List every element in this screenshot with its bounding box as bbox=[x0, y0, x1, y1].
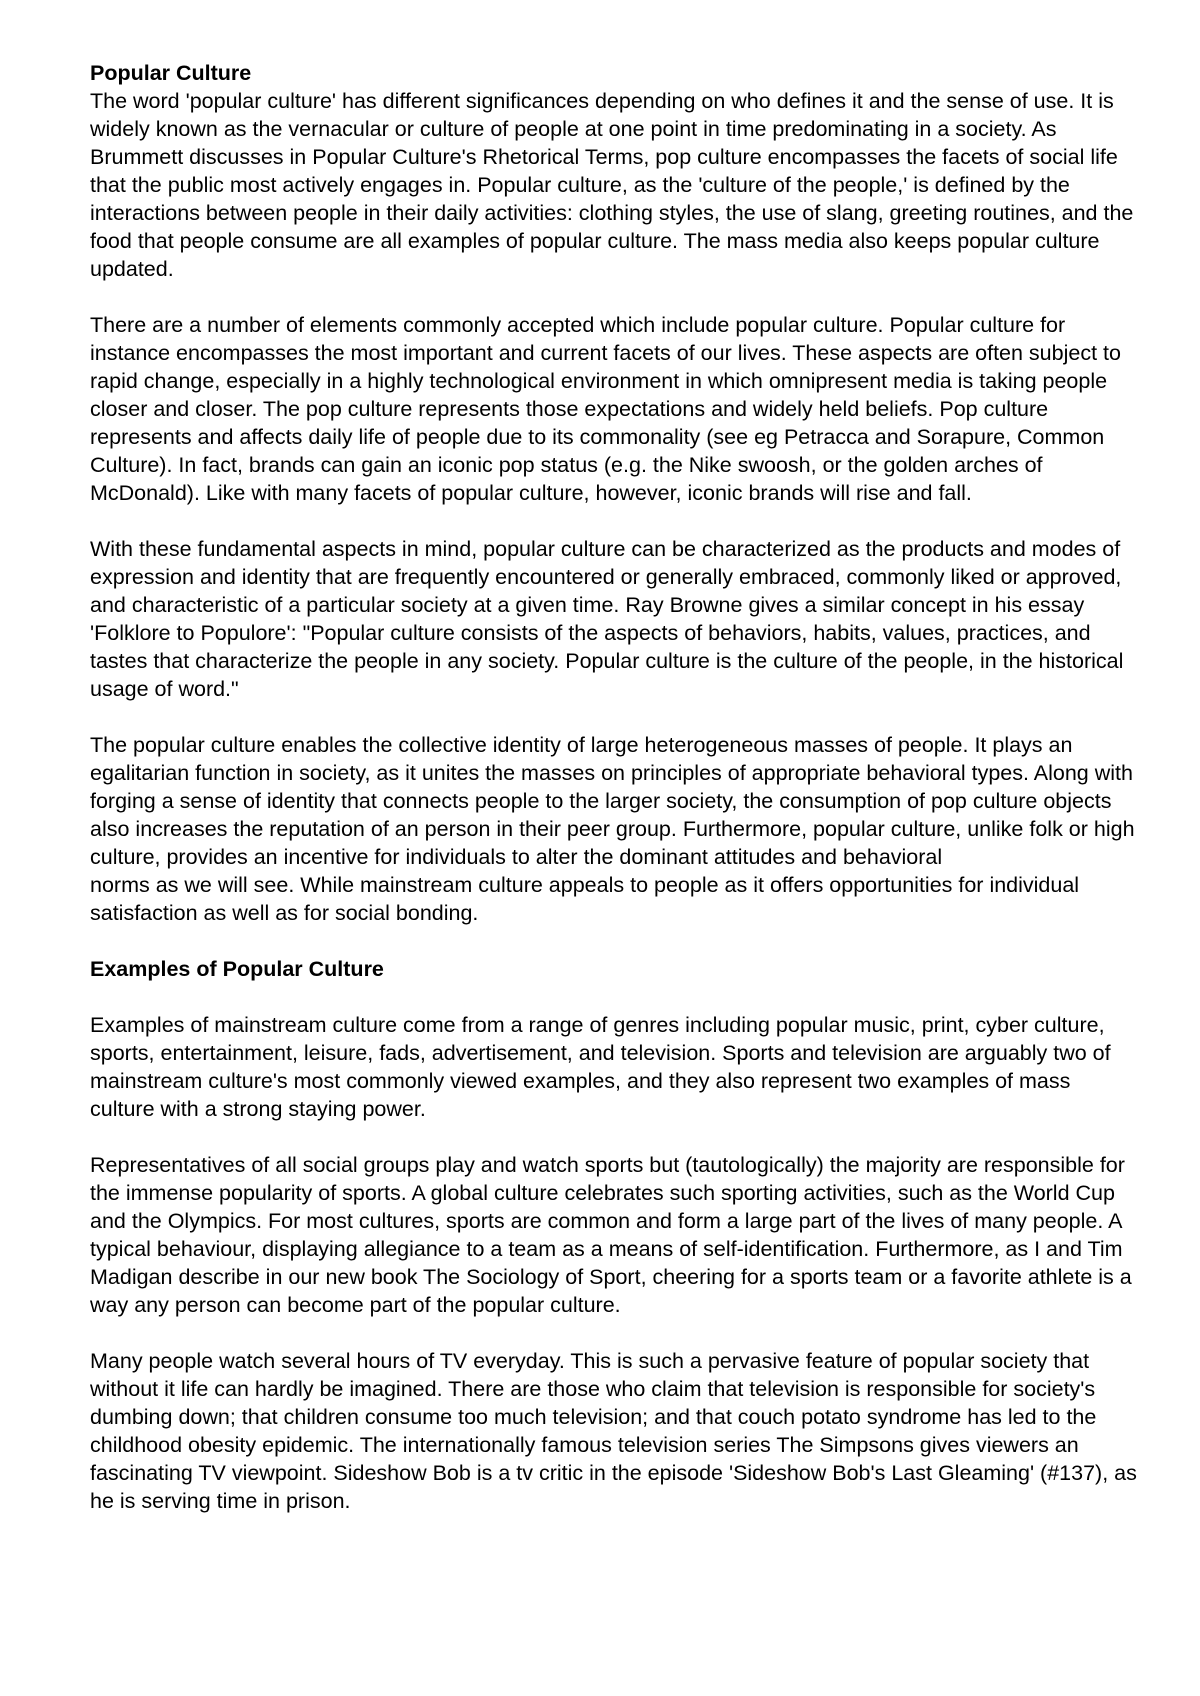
section-heading-examples: Examples of Popular Culture bbox=[90, 957, 384, 981]
paragraph-sports: Representatives of all social groups play and watch sports but (tautologically) the majority are responsible for the immense popularity of sports. A global culture celebrates such sporting activities, such as the World Cup and the Olympics. For most cultures, sports are common and form a large part of the lives of many people. A typical behaviour, displaying allegiance to a team as a means of self-identification. Furthermore, as I and Tim Madigan describe in our new book The Sociology of Sport, cheering for a sports team or a favorite athlete is a way any person can become part of the popular culture. bbox=[90, 1153, 1132, 1317]
paragraph-television: Many people watch several hours of TV everyday. This is such a pervasive feature of popular society that without it life can hardly be imagined. There are those who claim that television is responsible for society's dumbing down; that children consume too much television; and that couch potato syndrome has led to the childhood obesity epidemic. The internationally famous television series The Simpsons gives viewers an fascinating TV viewpoint. Sideshow Bob is a tv critic in the episode 'Sideshow Bob's Last Gleaming' (#137), as he is serving time in prison. bbox=[90, 1349, 1137, 1513]
paragraph-collective-identity-continued: norms as we will see. While mainstream culture appeals to people as it offers opportunities for individual satisfaction as well as for social bonding. bbox=[90, 873, 1080, 925]
document-title: Popular Culture bbox=[90, 61, 252, 85]
paragraph-examples-genres: Examples of mainstream culture come from a range of genres including popular music, print, cyber culture, sports, entertainment, leisure, fads, advertisement, and television. Sports and television are arguably two of mainstream culture's most commonly viewed examples, and they also represent two examples of mass culture with a strong staying power. bbox=[90, 1013, 1111, 1121]
document-page bbox=[90, 59, 1140, 1515]
paragraph-collective-identity: The popular culture enables the collective identity of large heterogeneous masses of people. It plays an egalitarian function in society, as it unites the masses on principles of appropriate behavioral types. Along with forging a sense of identity that connects people to the larger society, the consumption of pop culture objects also increases the reputation of an person in their peer group. Furthermore, popular culture, unlike folk or high culture, provides an incentive for individuals to alter the dominant attitudes and behavioral bbox=[90, 733, 1135, 869]
paragraph-fundamental-aspects: With these fundamental aspects in mind, popular culture can be characterized as the products and modes of expression and identity that are frequently encountered or generally embraced, commonly liked or approved, and characteristic of a particular society at a given time. Ray Browne gives a similar concept in his essay 'Folklore to Populore': "Popular culture consists of the aspects of behaviors, habits, values, practices, and tastes that characterize the people in any society. Popular culture is the culture of the people, in the historical usage of word." bbox=[90, 537, 1124, 701]
paragraph-elements: There are a number of elements commonly accepted which include popular culture. Popular culture for instance encompasses the most important and current facets of our lives. These aspects are often subject to rapid change, especially in a highly technological environment in which omnipresent media is taking people closer and closer. The pop culture represents those expectations and widely held beliefs. Pop culture represents and affects daily life of people due to its commonality (see eg Petracca and Sorapure, Common Culture). In fact, brands can gain an iconic pop status (e.g. the Nike swoosh, or the golden arches of McDonald). Like with many facets of popular culture, however, iconic brands will rise and fall. bbox=[90, 313, 1121, 505]
paragraph-definition: The word 'popular culture' has different significances depending on who defines it and the sense of use. It is widely known as the vernacular or culture of people at one point in time predominating in a society. As Brummett discusses in Popular Culture's Rhetorical Terms, pop culture encompasses the facets of social life that the public most actively engages in. Popular culture, as the 'culture of the people,' is defined by the interactions between people in their daily activities: clothing styles, the use of slang, greeting routines, and the food that people consume are all examples of popular culture. The mass media also keeps popular culture updated. bbox=[90, 89, 1134, 281]
